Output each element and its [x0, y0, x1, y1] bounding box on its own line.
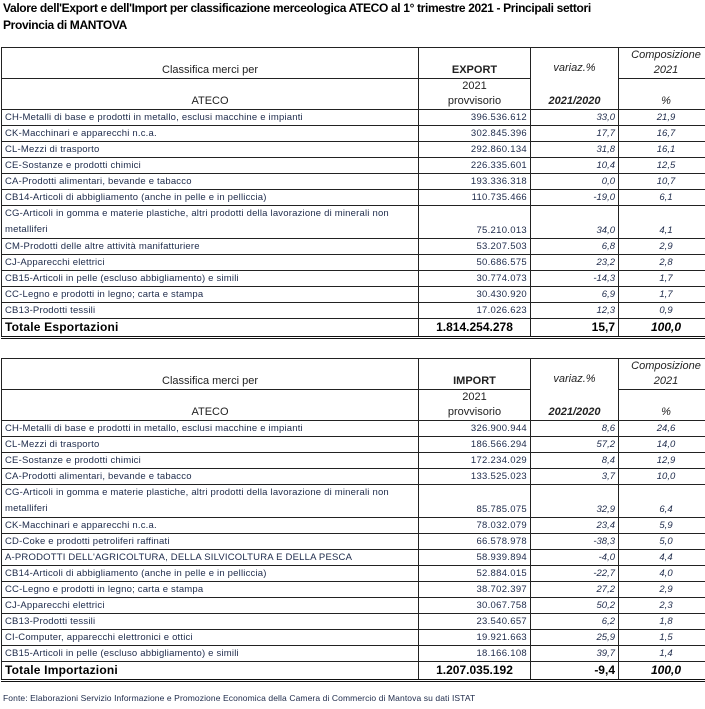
- row-composition: 21,9: [619, 110, 705, 126]
- row-value: 186.566.294: [419, 437, 531, 453]
- row-label: CG-Articoli in gomma e materie plastiche, altri prodotti della lavorazione di minerali non metalliferi: [2, 485, 419, 518]
- row-value: 30.774.073: [419, 271, 531, 287]
- table-row: [2, 518, 705, 534]
- total-row: [2, 319, 705, 338]
- table-row: [2, 303, 705, 319]
- row-value: 292.860.134: [419, 142, 531, 158]
- total-value: 1.814.254.278: [419, 319, 531, 338]
- table-row: [2, 110, 705, 126]
- row-composition: 4,1: [619, 206, 705, 239]
- import-header-row-top: [2, 359, 705, 390]
- header-year: 2021: [462, 391, 487, 403]
- row-variation: 3,7: [531, 469, 619, 485]
- header-variaz-label: variaz.%: [553, 373, 596, 385]
- total-label: Totale Esportazioni: [2, 319, 419, 338]
- header-year-provvisorio: [419, 390, 531, 421]
- table-row: [2, 469, 705, 485]
- row-variation: 50,2: [531, 598, 619, 614]
- row-variation: 0,0: [531, 174, 619, 190]
- table-row: [2, 614, 705, 630]
- row-composition: 1,7: [619, 287, 705, 303]
- row-composition: 12,5: [619, 158, 705, 174]
- row-composition: 1,4: [619, 646, 705, 662]
- row-variation: 34,0: [531, 206, 619, 239]
- row-composition: 2,9: [619, 239, 705, 255]
- table-row: [2, 239, 705, 255]
- header-ateco: ATECO: [2, 390, 419, 421]
- row-composition: 10,0: [619, 469, 705, 485]
- table-row: [2, 126, 705, 142]
- row-variation: -19,0: [531, 190, 619, 206]
- row-label: CB15-Articoli in pelle (escluso abbigliamento) e simili: [2, 646, 419, 662]
- row-variation: 6,9: [531, 287, 619, 303]
- row-label: CC-Legno e prodotti in legno; carta e stampa: [2, 287, 419, 303]
- row-variation: 27,2: [531, 582, 619, 598]
- table-row: [2, 271, 705, 287]
- header-composizione-label: Composizione: [631, 49, 701, 61]
- row-variation: -14,3: [531, 271, 619, 287]
- total-composition: 100,0: [619, 662, 705, 681]
- row-variation: 32,9: [531, 485, 619, 518]
- export-header-row-top: [2, 48, 705, 79]
- row-label: CC-Legno e prodotti in legno; carta e stampa: [2, 582, 419, 598]
- row-variation: 8,4: [531, 453, 619, 469]
- row-label: CD-Coke e prodotti petroliferi raffinati: [2, 534, 419, 550]
- table-row: [2, 485, 705, 518]
- row-label: CH-Metalli di base e prodotti in metallo, esclusi macchine e impianti: [2, 110, 419, 126]
- table-row: [2, 582, 705, 598]
- table-row: [2, 255, 705, 271]
- import-table-body: [2, 359, 705, 681]
- header-import: IMPORT: [419, 359, 531, 390]
- row-value: 226.335.601: [419, 158, 531, 174]
- row-composition: 4,0: [619, 566, 705, 582]
- row-value: 302.845.396: [419, 126, 531, 142]
- row-value: 18.166.108: [419, 646, 531, 662]
- row-value: 172.234.029: [419, 453, 531, 469]
- table-row: [2, 421, 705, 437]
- row-label: CE-Sostanze e prodotti chimici: [2, 158, 419, 174]
- header-provvisorio: provvisorio: [447, 406, 502, 418]
- row-label: A-PRODOTTI DELL'AGRICOLTURA, DELLA SILVICOLTURA E DELLA PESCA: [2, 550, 419, 566]
- row-variation: -38,3: [531, 534, 619, 550]
- row-composition: 14,0: [619, 437, 705, 453]
- row-label: CA-Prodotti alimentari, bevande e tabacco: [2, 174, 419, 190]
- table-row: [2, 534, 705, 550]
- table-row: [2, 190, 705, 206]
- row-composition: 6,4: [619, 485, 705, 518]
- row-composition: 16,1: [619, 142, 705, 158]
- header-year-provvisorio: [419, 79, 531, 110]
- row-variation: 23,4: [531, 518, 619, 534]
- row-label: CK-Macchinari e apparecchi n.c.a.: [2, 518, 419, 534]
- row-label: CB13-Prodotti tessili: [2, 303, 419, 319]
- header-composizione-year: 2021: [653, 375, 679, 387]
- total-variation: -9,4: [531, 662, 619, 681]
- row-variation: 25,9: [531, 630, 619, 646]
- row-value: 23.540.657: [419, 614, 531, 630]
- table-row: [2, 630, 705, 646]
- row-composition: 2,3: [619, 598, 705, 614]
- row-label: CH-Metalli di base e prodotti in metallo, esclusi macchine e impianti: [2, 421, 419, 437]
- table-row: [2, 206, 705, 239]
- row-variation: -22,7: [531, 566, 619, 582]
- row-value: 193.336.318: [419, 174, 531, 190]
- row-variation: 6,2: [531, 614, 619, 630]
- header-year: 2021: [462, 80, 487, 92]
- row-value: 326.900.944: [419, 421, 531, 437]
- row-label: CB15-Articoli in pelle (escluso abbigliamento) e simili: [2, 271, 419, 287]
- header-composizione-year: 2021: [653, 64, 679, 76]
- row-composition: 1,5: [619, 630, 705, 646]
- row-label: CB14-Articoli di abbigliamento (anche in pelle e in pelliccia): [2, 190, 419, 206]
- row-label: CL-Mezzi di trasporto: [2, 437, 419, 453]
- row-composition: 2,8: [619, 255, 705, 271]
- header-composizione: [619, 48, 705, 79]
- export-table-body: [2, 48, 705, 338]
- header-provvisorio: provvisorio: [447, 95, 502, 107]
- row-value: 30.067.758: [419, 598, 531, 614]
- row-value: 133.525.023: [419, 469, 531, 485]
- row-composition: 16,7: [619, 126, 705, 142]
- row-value: 66.578.978: [419, 534, 531, 550]
- header-variaz: [531, 48, 619, 110]
- document-subtitle: Provincia di MANTOVA: [3, 18, 127, 32]
- table-row: [2, 142, 705, 158]
- table-row: [2, 598, 705, 614]
- row-value: 50.686.575: [419, 255, 531, 271]
- header-export: EXPORT: [419, 48, 531, 79]
- row-variation: 10,4: [531, 158, 619, 174]
- row-variation: 31,8: [531, 142, 619, 158]
- row-label: CB14-Articoli di abbigliamento (anche in pelle e in pelliccia): [2, 566, 419, 582]
- row-label: CL-Mezzi di trasporto: [2, 142, 419, 158]
- table-row: [2, 437, 705, 453]
- row-variation: 33,0: [531, 110, 619, 126]
- total-variation: 15,7: [531, 319, 619, 338]
- row-label: CB13-Prodotti tessili: [2, 614, 419, 630]
- header-variaz: [531, 359, 619, 421]
- row-value: 17.026.623: [419, 303, 531, 319]
- row-variation: 17,7: [531, 126, 619, 142]
- row-composition: 1,7: [619, 271, 705, 287]
- row-value: 19.921.663: [419, 630, 531, 646]
- row-value: 110.735.466: [419, 190, 531, 206]
- table-row: [2, 174, 705, 190]
- row-value: 52.884.015: [419, 566, 531, 582]
- row-value: 78.032.079: [419, 518, 531, 534]
- row-variation: 57,2: [531, 437, 619, 453]
- row-composition: 10,7: [619, 174, 705, 190]
- total-value: 1.207.035.192: [419, 662, 531, 681]
- header-percent: %: [619, 390, 705, 421]
- row-composition: 2,9: [619, 582, 705, 598]
- row-variation: 8,6: [531, 421, 619, 437]
- table-row: [2, 158, 705, 174]
- row-composition: 0,9: [619, 303, 705, 319]
- row-label: CJ-Apparecchi elettrici: [2, 255, 419, 271]
- row-composition: 5,0: [619, 534, 705, 550]
- table-row: [2, 566, 705, 582]
- row-value: 85.785.075: [419, 485, 531, 518]
- row-label: CE-Sostanze e prodotti chimici: [2, 453, 419, 469]
- table-row: [2, 646, 705, 662]
- row-label: CM-Prodotti delle altre attività manifatturiere: [2, 239, 419, 255]
- table-row: [2, 287, 705, 303]
- import-table: [1, 358, 705, 682]
- header-variaz-label: variaz.%: [553, 62, 596, 74]
- row-composition: 24,6: [619, 421, 705, 437]
- row-value: 58.939.894: [419, 550, 531, 566]
- table-row: [2, 550, 705, 566]
- header-classifica: Classifica merci per: [2, 359, 419, 390]
- total-composition: 100,0: [619, 319, 705, 338]
- document-title: Valore dell'Export e dell'Import per classificazione merceologica ATECO al 1° trimestre 2021 - Principali settori: [3, 1, 591, 15]
- header-ateco: ATECO: [2, 79, 419, 110]
- row-composition: 6,1: [619, 190, 705, 206]
- row-variation: 6,8: [531, 239, 619, 255]
- row-label: CJ-Apparecchi elettrici: [2, 598, 419, 614]
- row-composition: 1,8: [619, 614, 705, 630]
- total-label: Totale Importazioni: [2, 662, 419, 681]
- row-composition: 12,9: [619, 453, 705, 469]
- total-row: [2, 662, 705, 681]
- export-table: [1, 47, 705, 339]
- header-classifica: Classifica merci per: [2, 48, 419, 79]
- row-label: CG-Articoli in gomma e materie plastiche, altri prodotti della lavorazione di minerali non metalliferi: [2, 206, 419, 239]
- row-value: 75.210.013: [419, 206, 531, 239]
- row-value: 396.536.612: [419, 110, 531, 126]
- row-variation: -4,0: [531, 550, 619, 566]
- header-period: 2021/2020: [548, 95, 601, 107]
- table-row: [2, 453, 705, 469]
- row-variation: 39,7: [531, 646, 619, 662]
- row-label: CI-Computer, apparecchi elettronici e ottici: [2, 630, 419, 646]
- row-value: 38.702.397: [419, 582, 531, 598]
- header-period: 2021/2020: [548, 406, 601, 418]
- header-composizione-label: Composizione: [631, 360, 701, 372]
- header-percent: %: [619, 79, 705, 110]
- source-note: Fonte: Elaborazioni Servizio Informazione e Promozione Economica della Camera di Commercio di Mantova su dati ISTAT: [3, 693, 476, 703]
- row-variation: 12,3: [531, 303, 619, 319]
- row-value: 53.207.503: [419, 239, 531, 255]
- row-label: CA-Prodotti alimentari, bevande e tabacco: [2, 469, 419, 485]
- row-composition: 4,4: [619, 550, 705, 566]
- row-composition: 5,9: [619, 518, 705, 534]
- row-variation: 23,2: [531, 255, 619, 271]
- header-composizione: [619, 359, 705, 390]
- row-value: 30.430.920: [419, 287, 531, 303]
- row-label: CK-Macchinari e apparecchi n.c.a.: [2, 126, 419, 142]
